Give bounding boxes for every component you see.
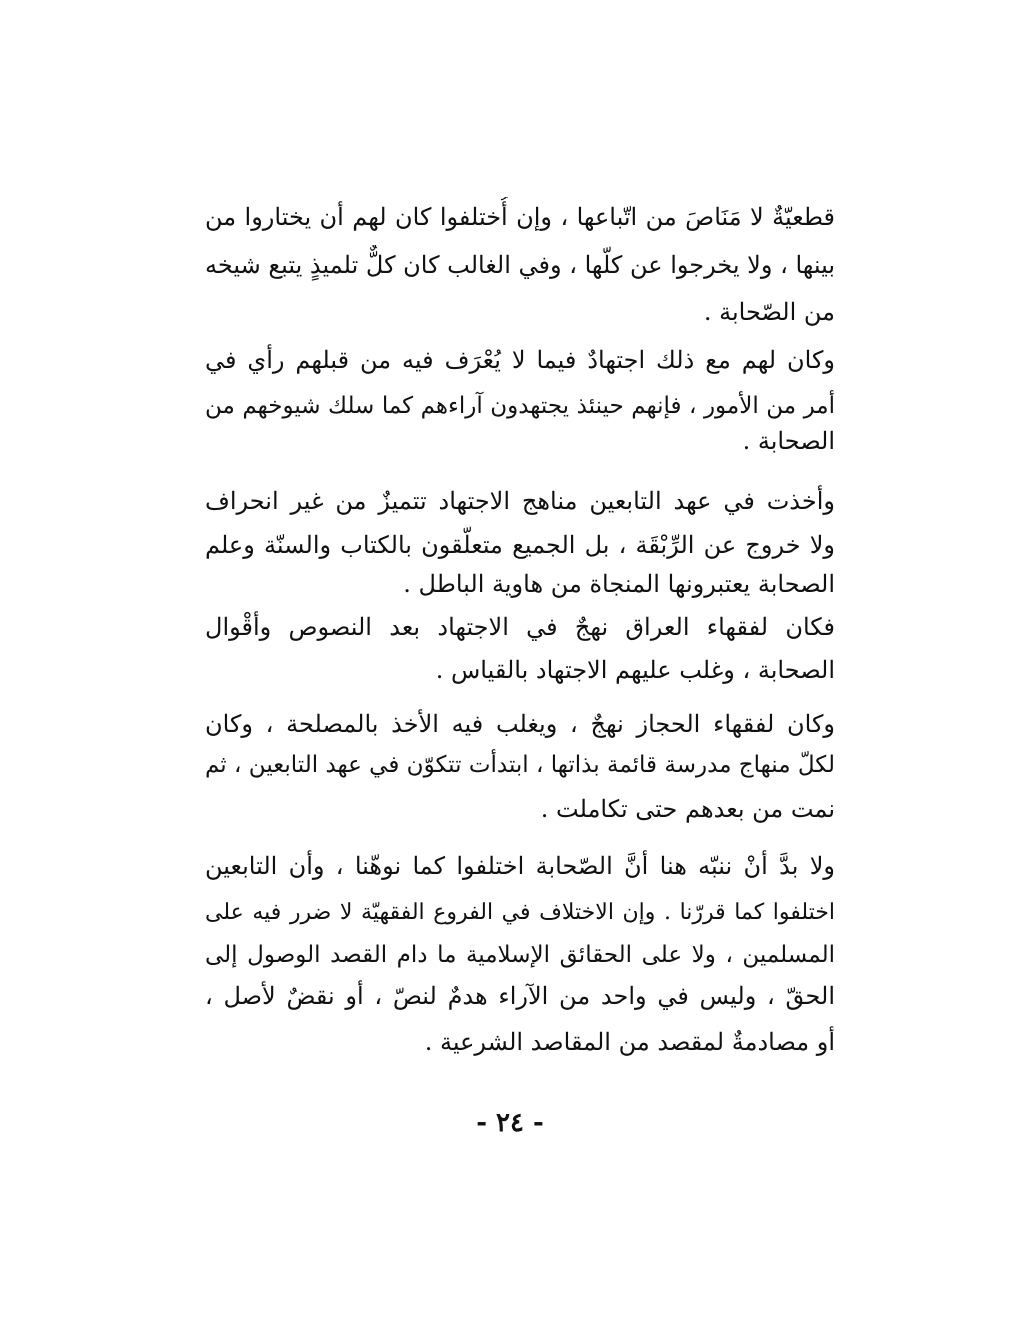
text-line-3: من الصّحابة . [703, 298, 835, 326]
text-line-13: لكلّ منهاج مدرسة قائمة بذاتها ، ابتدأت تتكوّن في عهد التابعين ، ثم [205, 752, 835, 778]
text-line-16: اختلفوا كما قررّنا . وإن الاختلاف في الفروع الفقهيّة لا ضرر فيه على [205, 900, 835, 925]
text-line-11: الصحابة ، وغلب عليهم الاجتهاد بالقياس . [435, 656, 835, 684]
text-line-8: ولا خروج عن الرِّبْقَة ، بل الجميع متعلّقون بالكتاب والسنّة وعلم [205, 531, 835, 559]
text-line-15: ولا بدَّ أنْ ننبّه هنا أنَّ الصّحابة اختلفوا كما نوهّنا ، وأن التابعين [205, 852, 835, 880]
text-line-4: وكان لهم مع ذلك اجتهادٌ فيما لا يُعْرَف فيه من قبلهم رأي في [205, 346, 835, 374]
page-number: - ٢٤ - [476, 1108, 544, 1138]
text-line-5: أمر من الأمور ، فإنهم حينئذ يجتهدون آراءهم كما سلك شيوخهم من [205, 393, 835, 419]
text-line-7: وأخذت في عهد التابعين مناهج الاجتهاد تتميزٌ من غير انحراف [205, 487, 835, 515]
text-line-19: أو مصادمةٌ لمقصد من المقاصد الشرعية . [424, 1028, 835, 1056]
text-line-10: فكان لفقهاء العراق نهجٌ في الاجتهاد بعد النصوص وأقْوال [205, 613, 835, 641]
text-line-12: وكان لفقهاء الحجاز نهجٌ ، ويغلب فيه الأخذ بالمصلحة ، وكان [205, 710, 835, 738]
text-line-14: نمت من بعدهم حتى تكاملت . [540, 795, 835, 823]
text-line-9: الصحابة يعتبرونها المنجاة من هاوية الباطل . [403, 570, 835, 598]
text-line-1: قطعيّةٌ لا مَنَاصَ من اتّباعها ، وإن أُختلفوا كان لهم أن يختاروا من [205, 203, 835, 231]
text-line-6: الصحابة . [742, 427, 835, 455]
text-line-17: المسلمين ، ولا على الحقائق الإسلامية ما دام القصد الوصول إلى [205, 942, 835, 968]
text-line-18: الحقّ ، وليس في واحد من الآراء هدمٌ لنصّ ، أو نقضٌ لأصل ، [205, 982, 835, 1010]
text-line-2: بينها ، ولا يخرجوا عن كلّها ، وفي الغالب كان كلٌّ تلميذٍ يتبع شيخه [205, 251, 835, 279]
